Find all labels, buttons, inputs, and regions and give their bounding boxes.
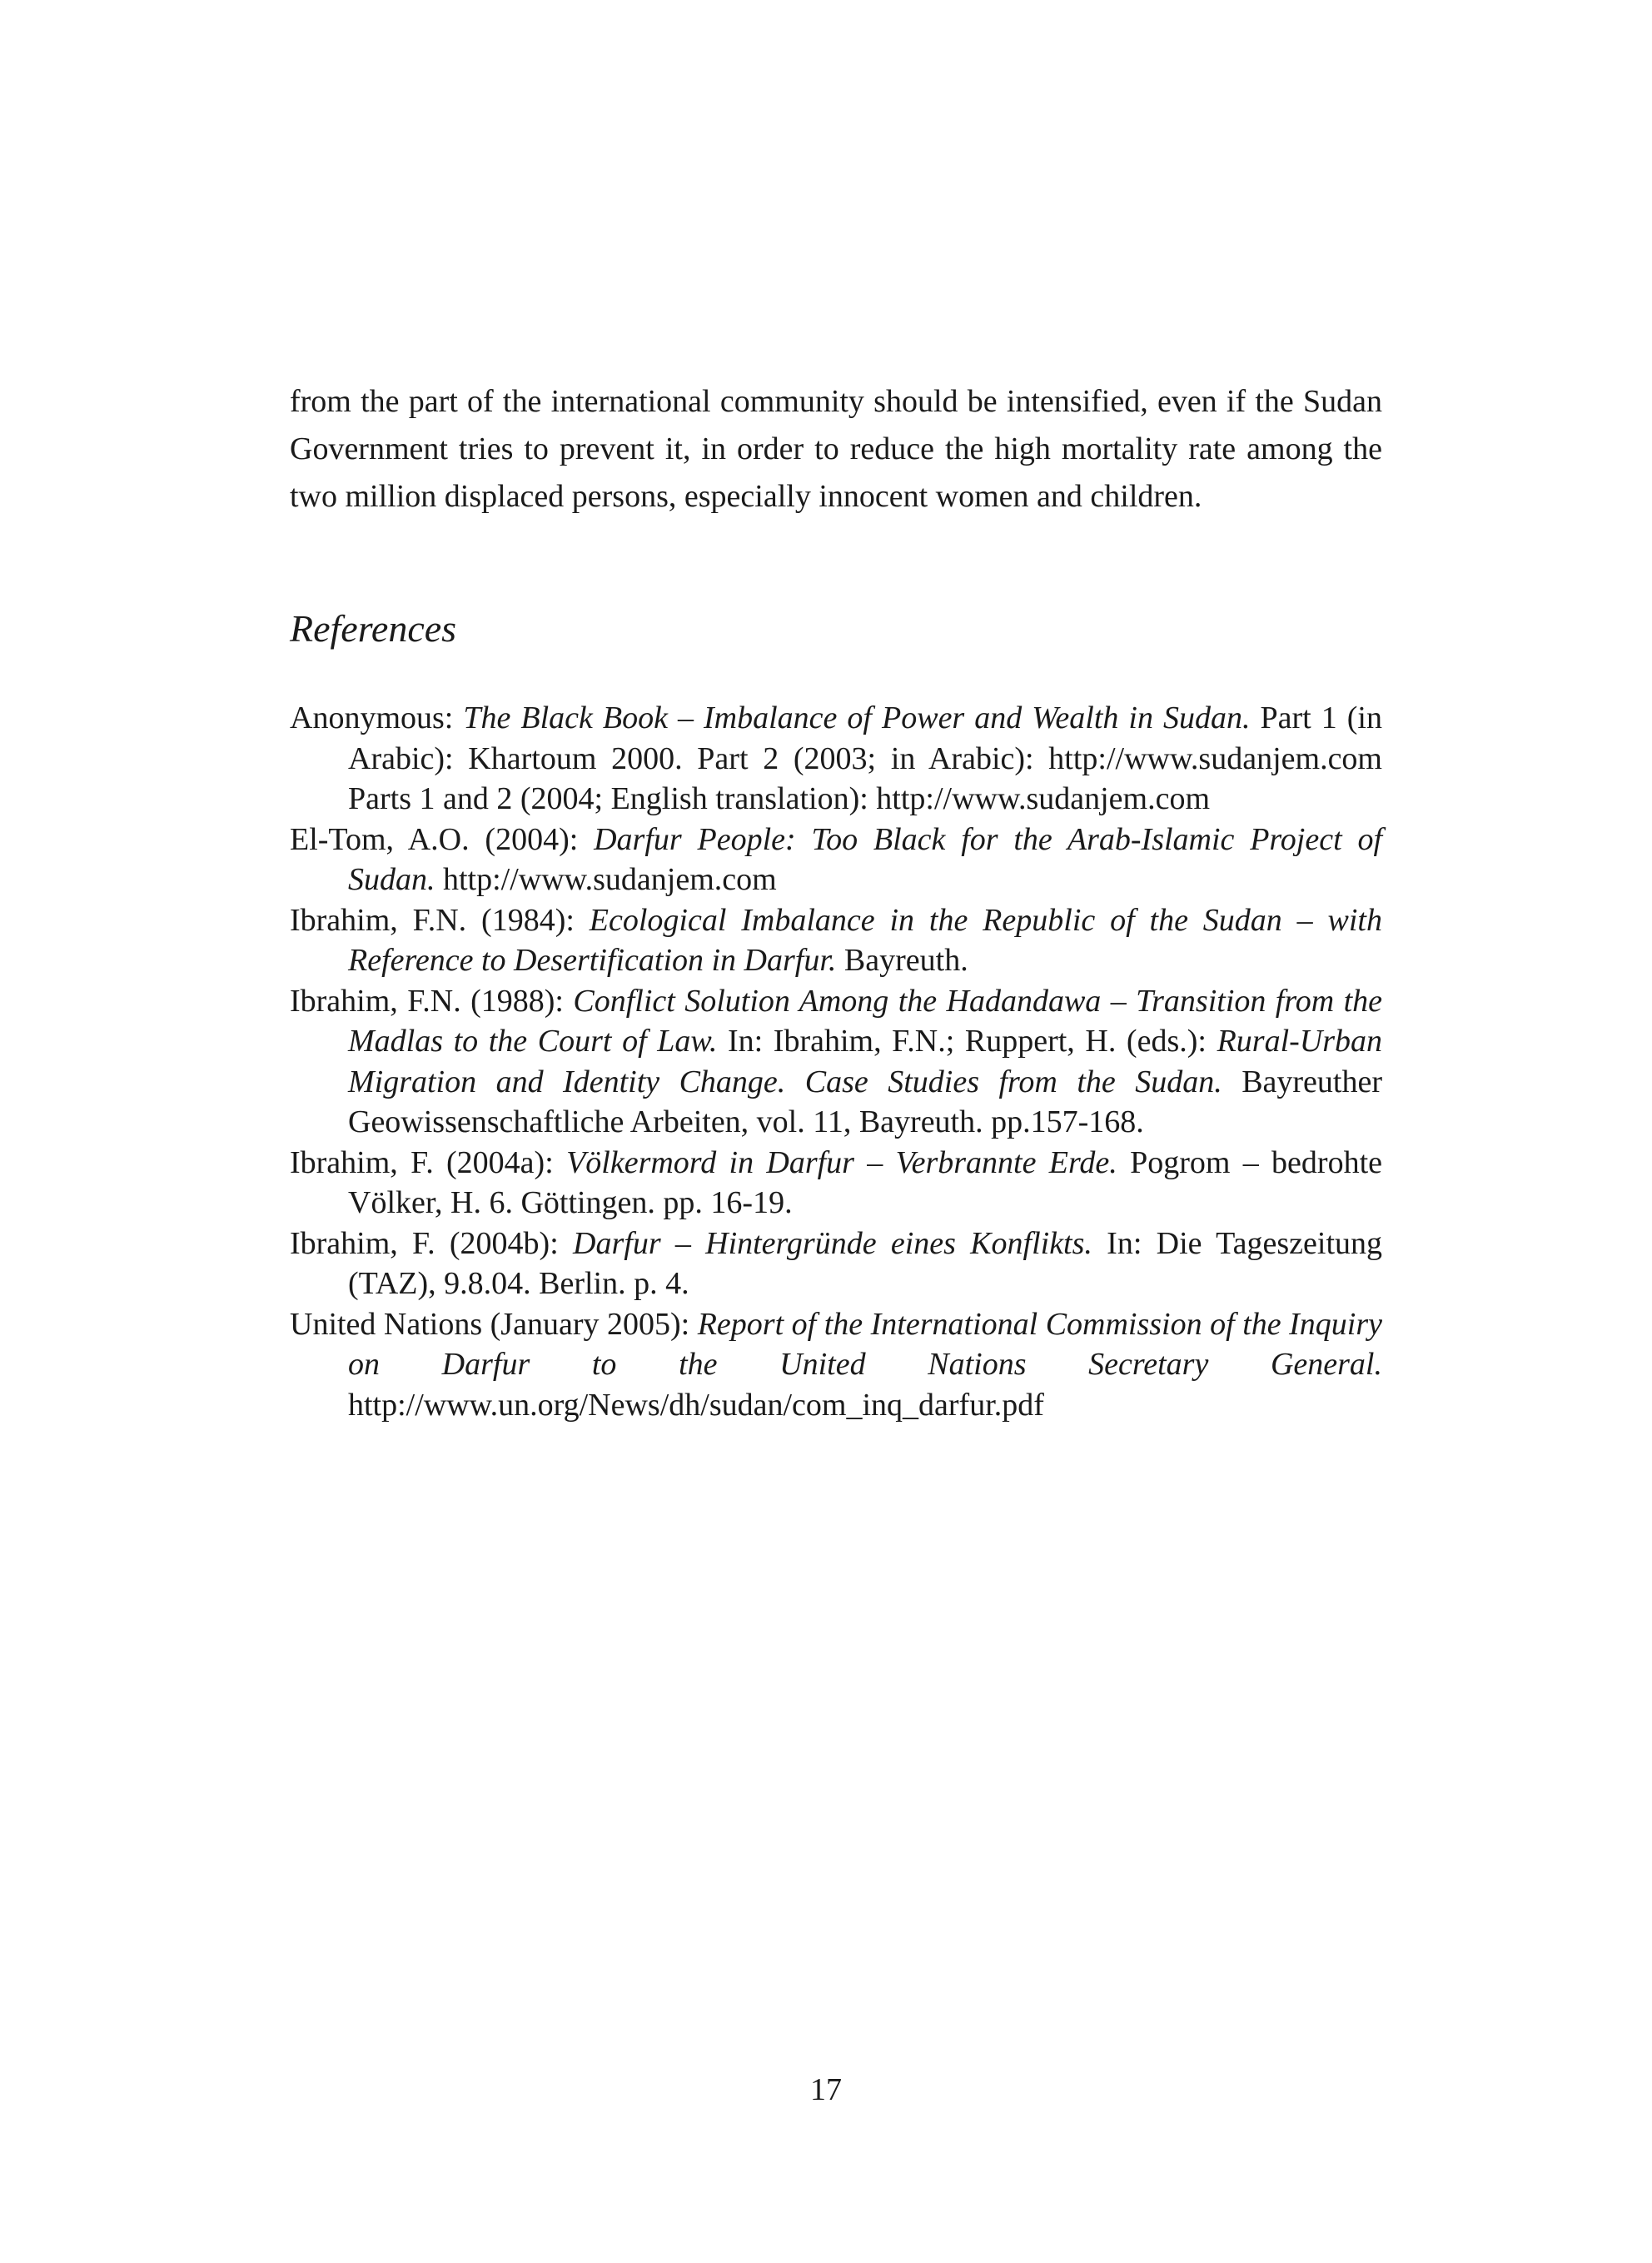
reference-details: Bayreuth. bbox=[836, 943, 968, 978]
references-heading: References bbox=[290, 607, 457, 650]
reference-author: Ibrahim, F. (2004b): bbox=[290, 1225, 574, 1261]
reference-entry bbox=[290, 698, 1382, 820]
reference-author: El-Tom, A.O. (2004): bbox=[290, 821, 595, 857]
reference-title: Ecological Imbalance in the Republic of the Sudan – with Reference to Desertification in Darfur. bbox=[348, 902, 1382, 978]
reference-title: Darfur – Hintergründe eines Konflikts. bbox=[573, 1225, 1092, 1261]
reference-author: Ibrahim, F.N. (1984): bbox=[290, 902, 590, 938]
body-paragraph: from the part of the international community should be intensified, even if the Sudan Government tries to prevent it, in order to reduce the high mortality rate among the two million displaced persons, especially innocent women and children. bbox=[290, 384, 1382, 514]
reference-details-secondary: Bayreuther Geowissenschaftliche Arbeiten, vol. 11, Bayreuth. pp.157-168. bbox=[348, 1064, 1382, 1139]
reference-entry bbox=[290, 1224, 1382, 1304]
reference-title: Conflict Solution Among the Hadandawa – Transition from the Madlas to the Court of Law. bbox=[348, 983, 1382, 1059]
reference-entry bbox=[290, 820, 1382, 900]
reference-title: Report of the International Commission of the Inquiry on Darfur to the United Nations Secretary General. bbox=[348, 1306, 1382, 1382]
reference-details: Part 1 (in Arabic): Khartoum 2000. Part 2 (2003; in Arabic): http://www.sudanjem.com Parts 1 and 2 (2004; English translation): http://www.sudanjem.com bbox=[348, 700, 1382, 816]
reference-details: http://www.sudanjem.com bbox=[435, 862, 777, 897]
reference-title: Darfur People: Too Black for the Arab-Islamic Project of Sudan. bbox=[348, 821, 1382, 897]
reference-details: In: Ibrahim, F.N.; Ruppert, H. (eds.): bbox=[717, 1024, 1217, 1059]
reference-details: Pogrom – bedrohte Völker, H. 6. Göttingen. pp. 16-19. bbox=[348, 1144, 1382, 1220]
reference-author: Ibrahim, F.N. (1988): bbox=[290, 983, 574, 1019]
reference-title: Völkermord in Darfur – Verbrannte Erde. bbox=[566, 1144, 1117, 1180]
page-number: 17 bbox=[810, 2072, 842, 2107]
reference-author: United Nations (January 2005): bbox=[290, 1306, 698, 1342]
reference-entry bbox=[290, 981, 1382, 1143]
reference-details: http://www.un.org/News/dh/sudan/com_inq_darfur.pdf bbox=[348, 1387, 1044, 1423]
reference-author: Anonymous: bbox=[290, 700, 464, 735]
reference-entry bbox=[290, 1143, 1382, 1224]
reference-list bbox=[290, 698, 1382, 1425]
reference-entry bbox=[290, 1304, 1382, 1426]
reference-details: In: Die Tageszeitung (TAZ), 9.8.04. Berlin. p. 4. bbox=[348, 1225, 1382, 1301]
reference-entry bbox=[290, 900, 1382, 981]
reference-author: Ibrahim, F. (2004a): bbox=[290, 1144, 567, 1180]
reference-title-secondary: Rural-Urban Migration and Identity Change. Case Studies from the Sudan. bbox=[348, 1024, 1383, 1099]
reference-title: The Black Book – Imbalance of Power and Wealth in Sudan. bbox=[463, 700, 1251, 735]
